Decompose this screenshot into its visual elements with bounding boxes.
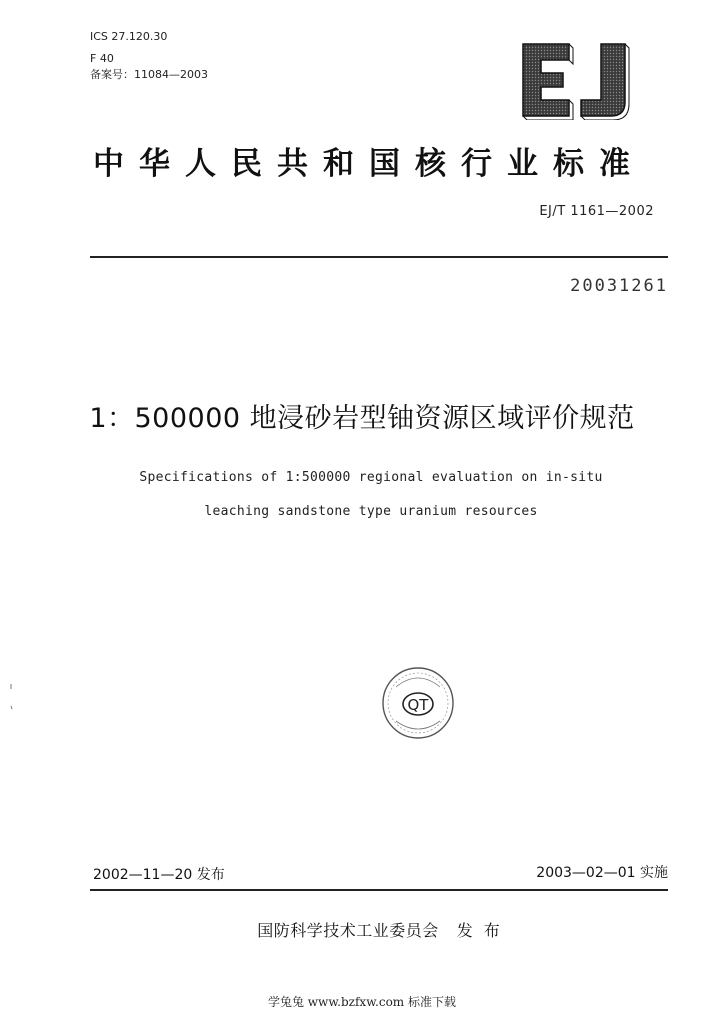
library-seal xyxy=(380,665,456,741)
record-number: 备案号：11084—2003 xyxy=(90,68,208,81)
implementation-date: 2003—02—01 实施 xyxy=(536,865,668,881)
top-divider xyxy=(90,256,668,258)
document-title-zh: 1：500000 地浸砂岩型铀资源区域评价规范 xyxy=(89,403,635,434)
standard-category-title: 中华人民共和国核行业标准 xyxy=(93,146,645,182)
margin-marks xyxy=(8,684,14,714)
logo-letter-j xyxy=(581,44,625,116)
ej-logo xyxy=(519,40,631,120)
seal-text: QT xyxy=(407,696,429,714)
document-title-en-line1: Specifications of 1:500000 regional evaluation on in-situ xyxy=(139,470,603,485)
bottom-divider xyxy=(90,889,668,891)
stamp-number: 20031261 xyxy=(570,276,668,296)
document-title-en-line2: leaching sandstone type uranium resources xyxy=(204,504,538,519)
ics-code: ICS 27.120.30 xyxy=(90,30,168,43)
publisher-name: 国防科学技术工业委员会 xyxy=(257,921,439,940)
logo-letter-e xyxy=(523,44,569,116)
footer-watermark: 学兔兔 www.bzfxw.com 标准下载 xyxy=(267,995,457,1009)
publisher-suffix: 发 布 xyxy=(456,921,503,940)
issue-date: 2002—11—20 发布 xyxy=(93,867,225,883)
classification-code: F 40 xyxy=(90,52,114,65)
publisher xyxy=(0,918,724,941)
standard-number: EJ/T 1161—2002 xyxy=(539,204,654,219)
